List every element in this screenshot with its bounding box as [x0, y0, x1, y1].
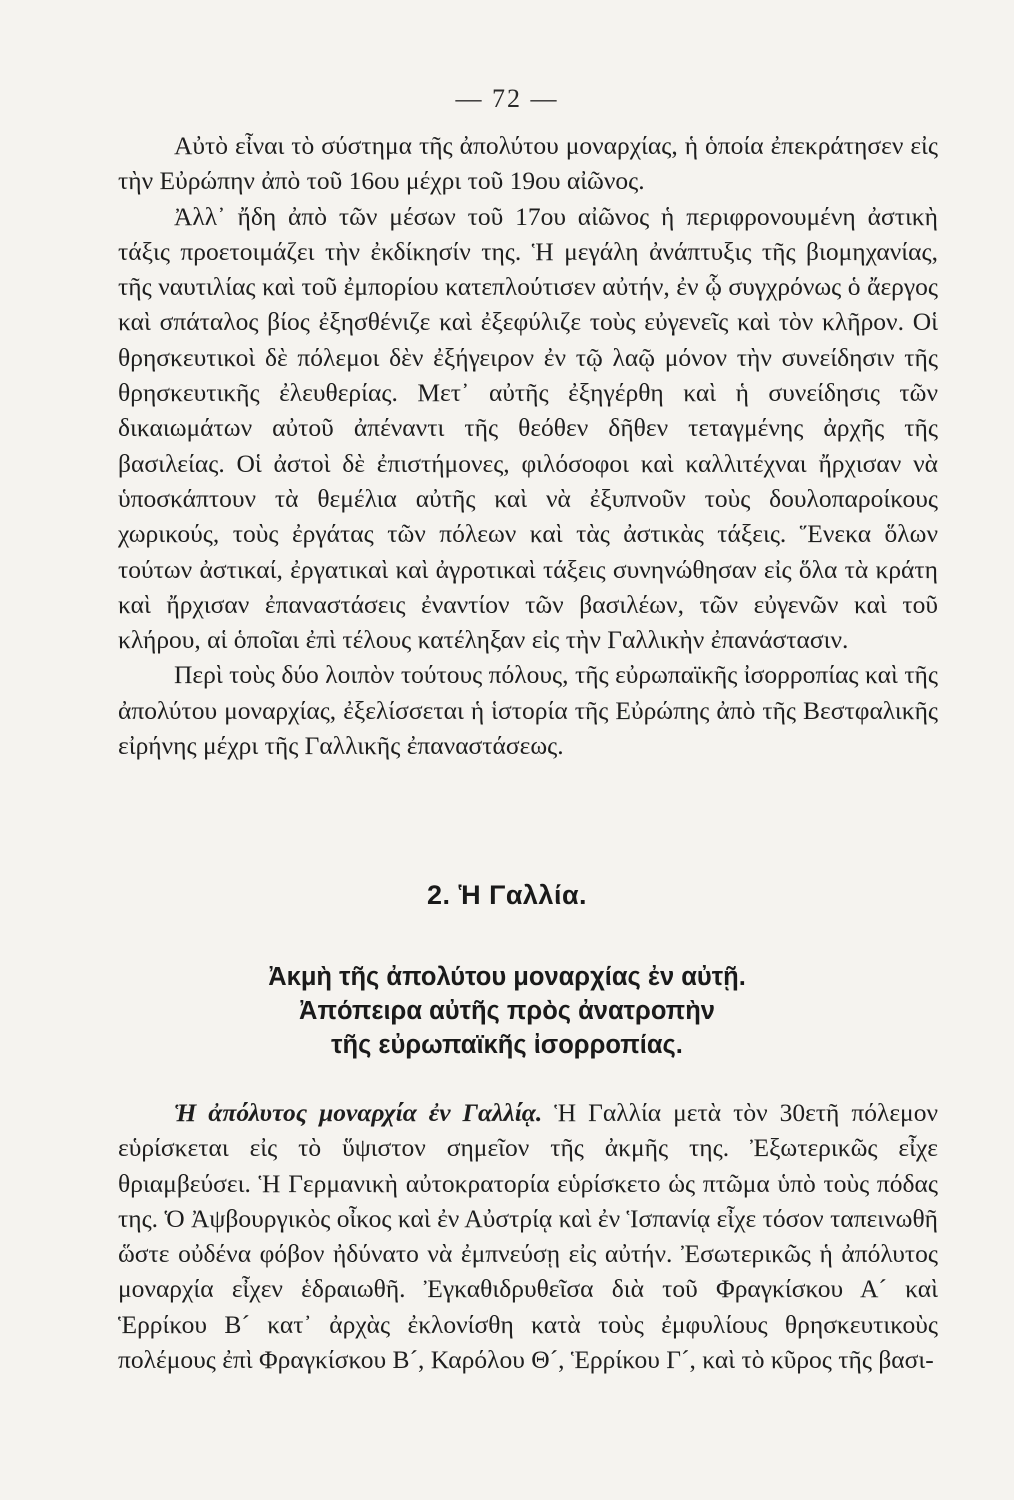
- subtitle-line-3: τῆς εὐρωπαϊκῆς ἰσορροπίας.: [331, 1031, 683, 1059]
- paragraph-absolute-monarchy: Αὐτὸ εἶναι τὸ σύστημα τῆς ἀπολύτου μοναρχίας, ἡ ὁποία ἐπεκράτησεν εἰς τὴν Εὐρώπην ἀπὸ τοῦ 16ου μέχρι τοῦ 19ου αἰῶνος.: [118, 131, 938, 196]
- section-heading: 2. Ἡ Γαλλία.: [426, 880, 588, 910]
- body-text-top: [118, 128, 938, 763]
- page-number: — 72 —: [455, 84, 559, 113]
- section-subtitle: [0, 960, 1014, 1062]
- paragraph-bourgeoisie: Ἀλλ᾽ ἤδη ἀπὸ τῶν μέσων τοῦ 17ου αἰῶνος ἡ περιφρονουμένη ἀστικὴ τάξις προετοιμάζει τὴν ἐκδίκησίν της. Ἡ μεγάλη ἀνάπτυξις τῆς βιομηχανίας, τῆς ναυτιλίας καὶ τοῦ ἐμπορίου κατεπλούτισεν αὐτήν, ἐν ᾧ συγχρόνως ὁ ἄεργος καὶ σπάταλος βίος ἐξησθένιζε καὶ ἐξεφύλιζε τοὺς εὐγενεῖς καὶ τὸν κλῆρον. Οἱ θρησκευτικοὶ δὲ πόλεμοι δὲν ἐξήγειρον ἐν τῷ λαῷ μόνον τὴν συνείδησιν τῆς θρησκευτικῆς ἐλευθερίας. Μετ᾽ αὐτῆς ἐξηγέρθη καὶ ἡ συνείδησις τῶν δικαιωμάτων αὐτοῦ ἀπέναντι τῆς θεόθεν δῆθεν τεταγμένης ἀρχῆς τῆς βασιλείας. Οἱ ἀστοὶ δὲ ἐπιστήμονες, φιλόσοφοι καὶ καλλιτέχναι ἤρχισαν νὰ ὑποσκάπτουν τὰ θεμέλια αὐτῆς καὶ νὰ ἐξυπνοῦν τοὺς δουλοπαροίκους χωρικούς, τοὺς ἐργάτας τῶν πόλεων καὶ τὰς ἀστικὰς τάξεις. Ἕνεκα ὅλων τούτων ἀστικαί, ἐργατικαὶ καὶ ἀγροτικαὶ τάξεις συνηνώθησαν εἰς ὅλα τὰ κράτη καὶ ἤρχισαν ἐπαναστάσεις ἐναντίον τῶν βασιλέων, τῶν εὐγενῶν καὶ τοῦ κλήρου, αἱ ὁποῖαι ἐπὶ τέλους κατέληξαν εἰς τὴν Γαλλικὴν ἐπανάστασιν.: [118, 201, 938, 655]
- paragraph-two-poles: Περὶ τοὺς δύο λοιπὸν τούτους πόλους, τῆς εὐρωπαϊκῆς ἰσορροπίας καὶ τῆς ἀπολύτου μοναρχίας, ἐξελίσσεται ἡ ἱστορία τῆς Εὐρώπης ἀπὸ τῆς Βεστφαλικῆς εἰρήνης μέχρι τῆς Γαλλικῆς ἐπαναστάσεως.: [118, 660, 938, 761]
- subtitle-line-1: Ἀκμὴ τῆς ἀπολύτου μοναρχίας ἐν αὐτῇ.: [268, 963, 746, 991]
- subtitle-line-2: Ἀπόπειρα αὐτῆς πρὸς ἀνατροπὴν: [299, 997, 715, 1025]
- body-text-bottom: [118, 1095, 938, 1377]
- paragraph-france: [118, 1095, 938, 1377]
- paragraph-lead-in: Ἡ ἀπόλυτος μοναρχία ἐν Γαλλίᾳ.: [174, 1098, 543, 1127]
- paragraph-france-text: Ἡ Γαλλία μετὰ τὸν 30ετῆ πόλεμον εὑρίσκεται εἰς τὸ ὕψιστον σημεῖον τῆς ἀκμῆς της. Ἐξωτερικῶς εἶχε θριαμβεύσει. Ἡ Γερμανικὴ αὐτοκρατορία εὑρίσκετο ὡς πτῶμα ὑπὸ τοὺς πόδας της. Ὁ Ἀψβουργικὸς οἶκος καὶ ἐν Αὐστρίᾳ καὶ ἐν Ἱσπανίᾳ εἶχε τόσον ταπεινωθῆ ὥστε οὐδένα φόβον ἠδύνατο νὰ ἐμπνεύσῃ εἰς αὐτήν. Ἐσωτερικῶς ἡ ἀπόλυτος μοναρχία εἶχεν ἑδραιωθῆ. Ἐγκαθιδρυθεῖσα διὰ τοῦ Φραγκίσκου Α´ καὶ Ἑρρίκου Β´ κατ᾽ ἀρχὰς ἐκλονίσθη κατὰ τοὺς ἐμφυλίους θρησκευτικοὺς πολέμους ἐπὶ Φραγκίσκου Β´, Καρόλου Θ´, Ἑρρίκου Γ´, καὶ τὸ κῦρος τῆς βασι-: [118, 1098, 938, 1375]
